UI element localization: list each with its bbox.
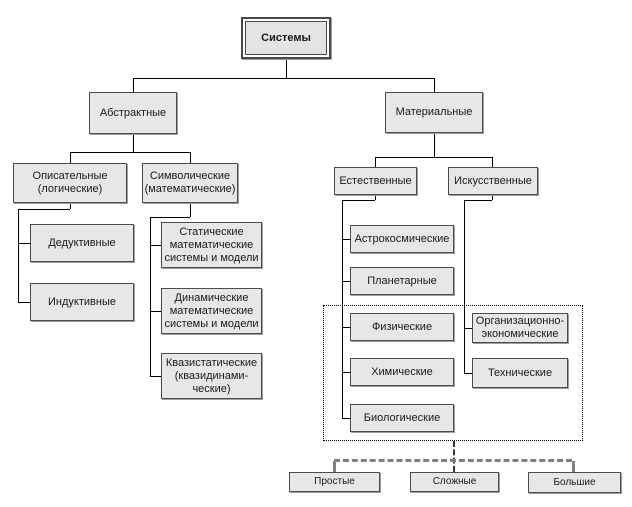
node-technical: Технические — [472, 358, 568, 388]
connector-line — [434, 133, 435, 157]
dashed-connector-drop — [333, 461, 336, 472]
connector-line — [150, 311, 161, 312]
node-simple: Простые — [289, 472, 380, 492]
node-systems: Системы — [241, 17, 331, 59]
node-chemical: Химические — [350, 358, 454, 386]
connector-line — [18, 209, 19, 302]
node-abstract: Абстрактные — [89, 92, 177, 134]
connector-line — [150, 376, 161, 377]
connector-line — [286, 59, 287, 78]
connector-line — [133, 78, 435, 79]
node-astrocosmic: Астрокосмические — [350, 225, 454, 253]
node-planetary: Планетарные — [350, 267, 454, 295]
node-material: Материальные — [385, 92, 483, 133]
node-static-math-systems: Статические математические системы и модели — [161, 222, 262, 268]
node-descriptive-logical: Описательные (логические) — [13, 163, 127, 203]
connector-line — [133, 134, 134, 152]
connector-line — [70, 203, 71, 209]
node-symbolic-mathematical: Символические (математические) — [142, 163, 238, 203]
node-dynamic-math-systems: Динамические математические системы и модели — [161, 288, 262, 334]
node-inductive: Индуктивные — [30, 283, 134, 321]
dashed-connector-horizontal — [334, 459, 572, 462]
connector-line — [342, 281, 350, 282]
connector-line — [375, 157, 492, 158]
dashed-connector-vertical — [453, 441, 455, 472]
connector-line — [342, 239, 350, 240]
connector-line — [375, 157, 376, 167]
node-artificial: Искусственные — [448, 167, 538, 195]
connector-line — [70, 152, 71, 163]
connector-line — [190, 203, 191, 217]
connector-line — [464, 200, 492, 201]
node-quasi-static: Квазистатические (квазидинами-ческие) — [161, 353, 262, 399]
connector-line — [70, 152, 190, 153]
node-deductive: Дедуктивные — [30, 224, 134, 262]
connector-line — [18, 302, 30, 303]
node-physical: Физические — [350, 313, 454, 341]
connector-line — [492, 195, 493, 200]
connector-line — [190, 152, 191, 163]
connector-line — [375, 195, 376, 200]
node-large: Большие — [528, 472, 621, 493]
connector-line — [342, 200, 375, 201]
connector-line — [150, 217, 190, 218]
connector-line — [18, 209, 70, 210]
connector-line — [18, 243, 30, 244]
connector-line — [133, 78, 134, 92]
connector-line — [492, 157, 493, 167]
connector-line — [150, 245, 161, 246]
node-natural: Естественные — [334, 167, 417, 195]
connector-line — [434, 78, 435, 92]
dashed-connector-drop — [572, 461, 575, 472]
node-complex: Сложные — [410, 472, 499, 492]
connector-line — [150, 217, 151, 376]
node-organizational-economic: Организационно-экономические — [472, 313, 568, 343]
node-biological: Биологические — [350, 404, 454, 432]
